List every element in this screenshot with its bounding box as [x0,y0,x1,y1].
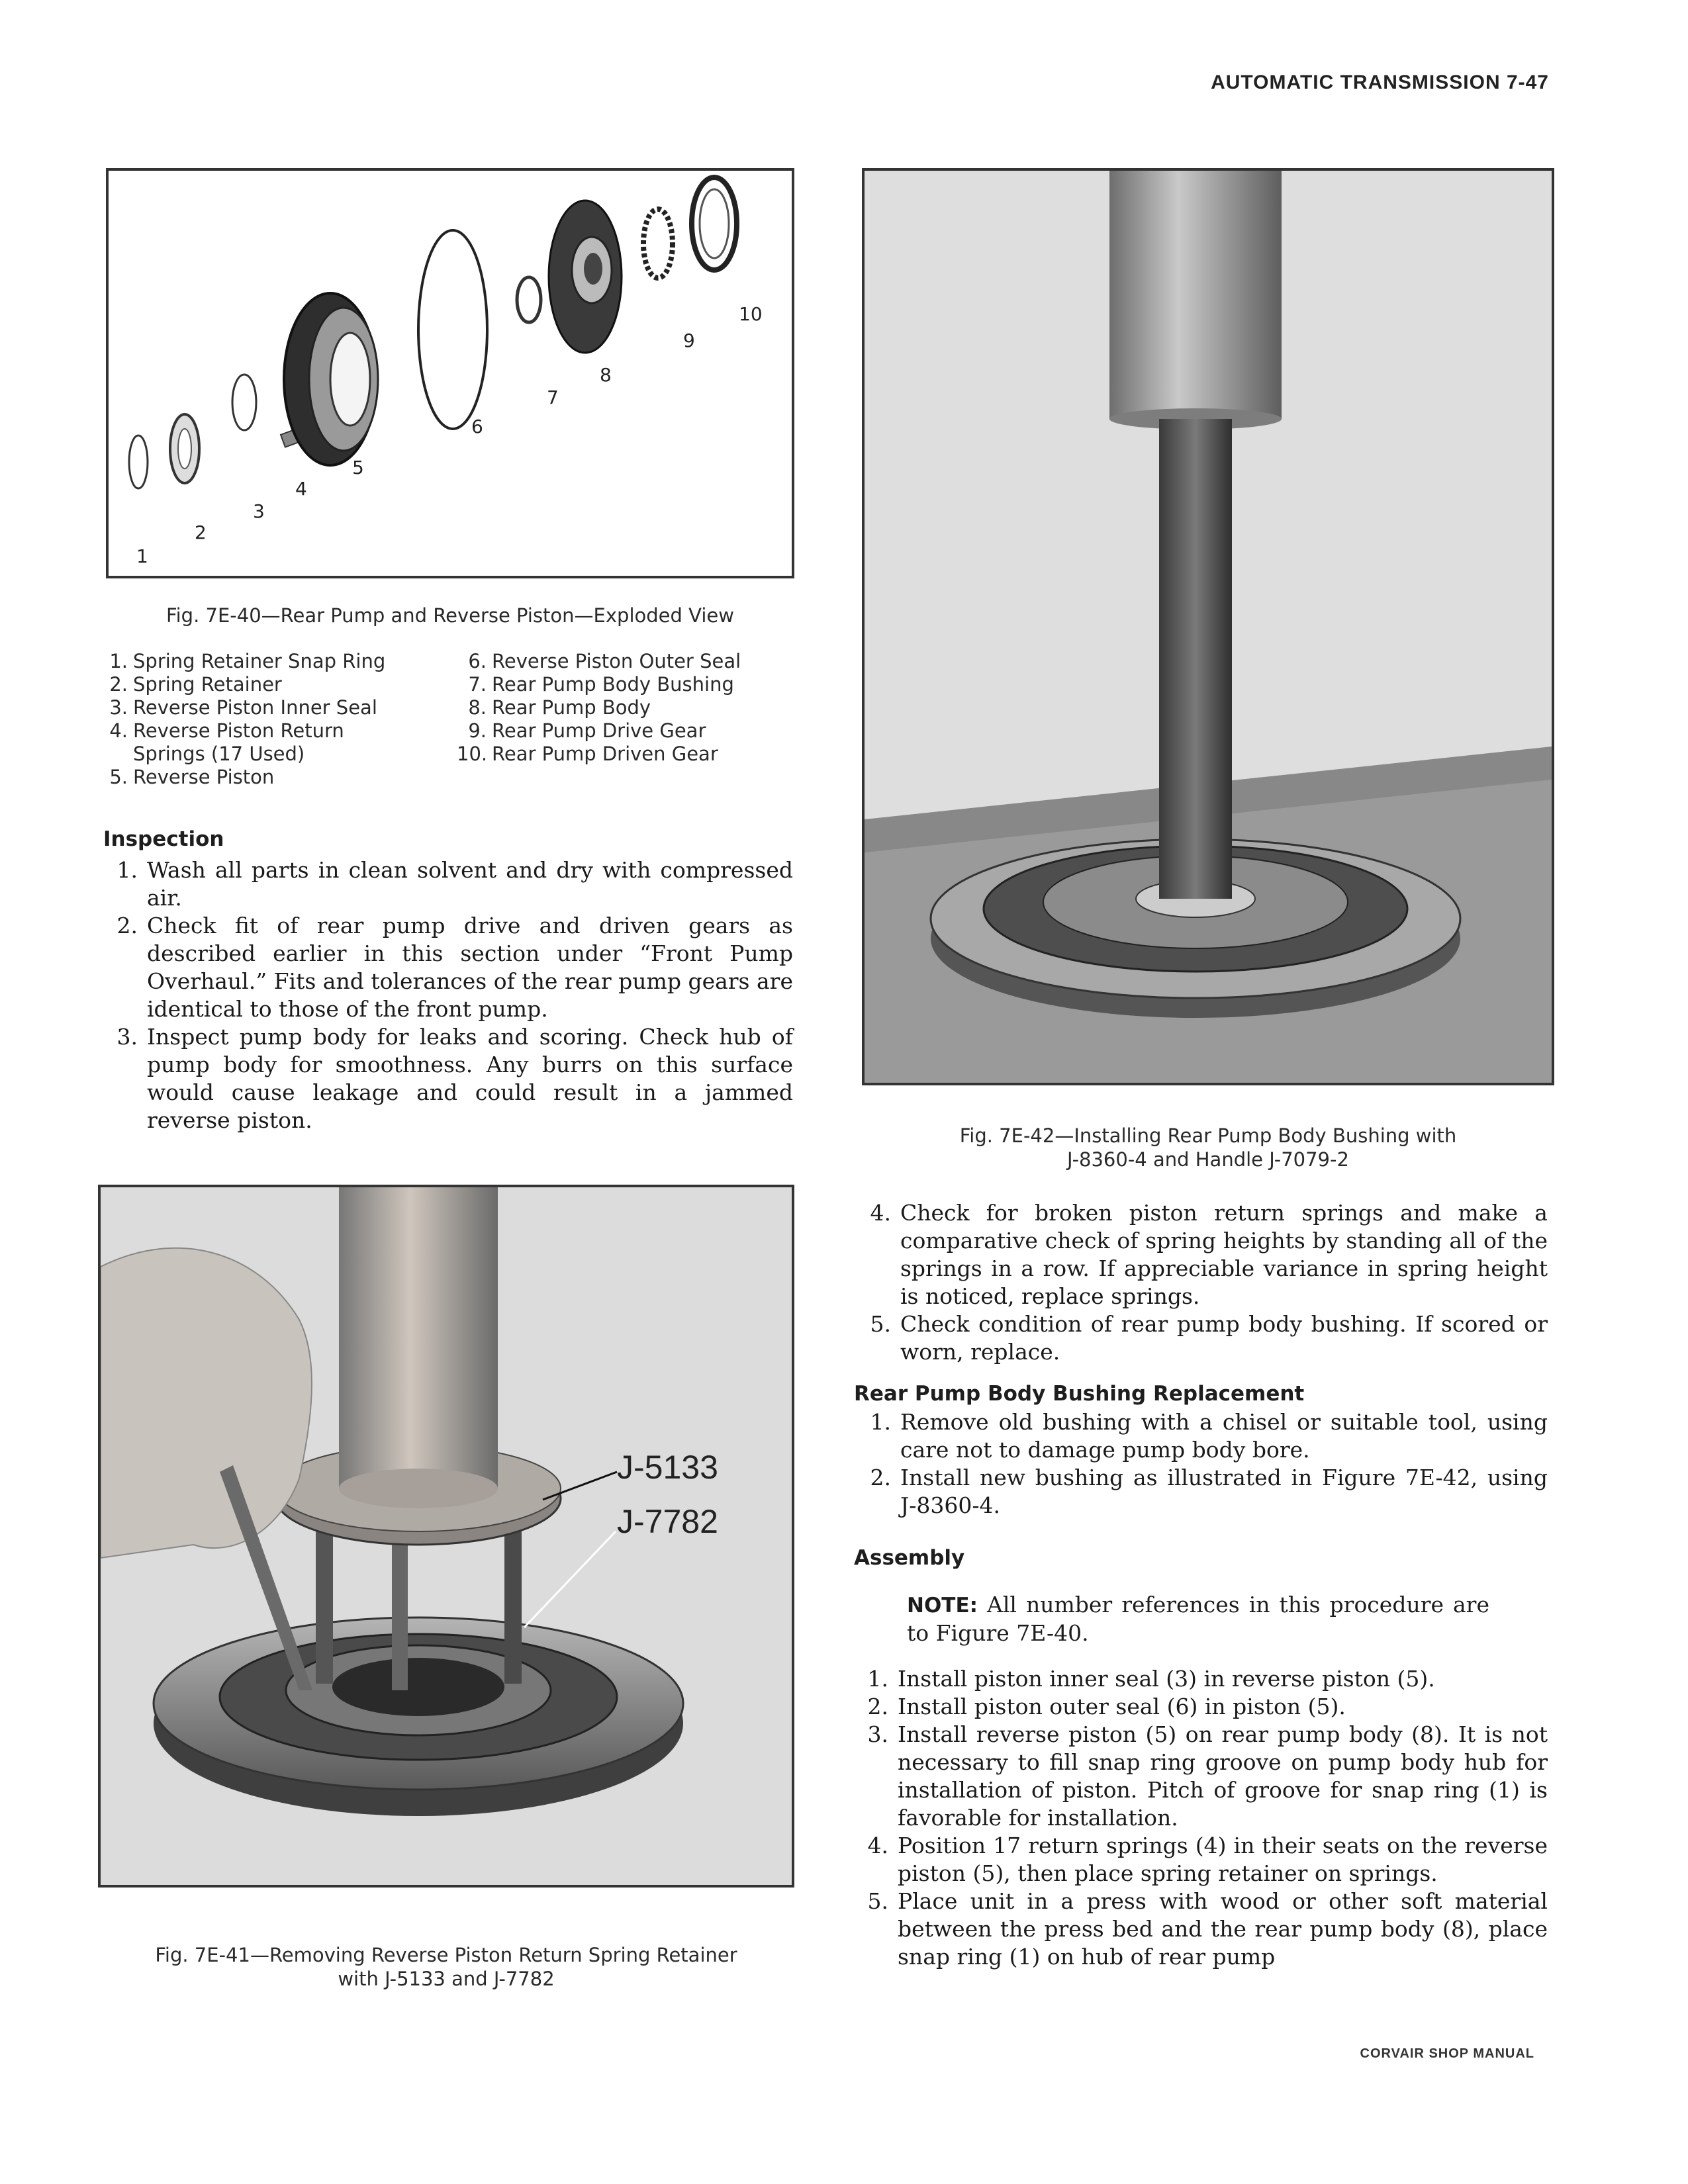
figure-7e-41-photo [98,1185,794,1888]
legend-item [98,650,455,673]
inspection-steps [103,856,793,1134]
step-item [854,1665,1548,1693]
legend-item [457,650,801,673]
step-item [854,1721,1548,1832]
assembly-note [907,1591,1489,1647]
step-text: Position 17 return springs (4) in their seats on the reverse piston (5), then place spring retainer on springs. [898,1833,1548,1886]
step-number: 4. [870,1200,891,1226]
legend-text: Reverse Piston Return [133,719,344,742]
legend-number: 4. [109,719,128,742]
callout-j-5133: J-5133 [617,1449,718,1486]
figure-7e-40-exploded-view [106,168,794,578]
step-number: 1. [867,1666,888,1692]
step-item [854,1832,1548,1888]
figure-7e-40-caption: Fig. 7E-40—Rear Pump and Reverse Piston—Exploded View [166,604,734,627]
caption-line-1: Fig. 7E-41—Removing Reverse Piston Return Spring Retainer [155,1944,737,1966]
exploded-parts-illustration [109,171,792,576]
legend-item [457,696,801,719]
legend-item [98,743,455,766]
legend-text: Rear Pump Drive Gear [492,719,706,742]
step-text: Inspect pump body for leaks and scoring. Check hub of pump body for smoothness. Any burrs on this surface would cause leakage and could result in a jammed reverse piston. [147,1024,793,1133]
step-text: Place unit in a press with wood or other soft material between the press bed and the rear pump body (8), place snap ring (1) on hub of rear pump [898,1888,1548,1970]
step-item [103,856,793,912]
part-number-label: 1 [136,545,148,567]
step-number: 5. [870,1311,891,1337]
step-number: 2. [870,1465,891,1490]
legend-text: Reverse Piston Outer Seal [492,650,741,672]
step-number: 1. [870,1409,891,1435]
legend-number [98,743,133,766]
step-number: 3. [117,1024,138,1050]
step-item [854,1888,1548,1971]
step-text: Install piston inner seal (3) in reverse piston (5). [898,1666,1435,1692]
step-item [857,1464,1548,1520]
step-number: 4. [867,1833,888,1858]
step-text: Check condition of rear pump body bushing. If scored or worn, replace. [900,1311,1548,1365]
legend-number: 10. [457,743,488,765]
legend-item [98,719,455,743]
legend-item [457,673,801,696]
legend-number: 9. [468,719,487,742]
step-number: 1. [117,857,138,883]
page-footer: CORVAIR SHOP MANUAL [1360,2046,1534,2061]
step-item [857,1408,1548,1464]
callout-j-7782: J-7782 [617,1503,718,1540]
assembly-steps [854,1665,1548,1971]
step-text: Check for broken piston return springs and make a comparative check of spring heights by standing all of the springs in a row. If appreciable variance in spring height is noticed, replace springs. [900,1200,1548,1309]
step-text: Install reverse piston (5) on rear pump body (8). It is not necessary to fill snap ring groove on pump body hub for installation of piston. Pitch of groove for snap ring (1) is favorable for installation. [898,1721,1548,1831]
assembly-heading: Assembly [854,1546,965,1570]
part-number-label: 7 [547,387,559,408]
legend-item [98,766,455,789]
part-number-label: 9 [683,330,695,351]
legend-item [457,743,801,766]
step-item [103,912,793,1023]
step-item [857,1310,1548,1366]
inspection-steps-continued [857,1199,1548,1366]
legend-text: Reverse Piston Inner Seal [133,696,377,719]
part-number-label: 5 [352,457,364,478]
figure-7e-42-photo [862,168,1554,1085]
legend-number: 2. [109,673,128,696]
legend-number: 1. [109,650,128,672]
step-text: Install piston outer seal (6) in piston (5). [898,1694,1346,1719]
step-text: Wash all parts in clean solvent and dry with compressed air. [147,857,793,911]
part-number-label: 8 [600,364,612,386]
figure-7e-41-caption [98,1943,794,1991]
legend-text: Reverse Piston [133,766,275,788]
note-text: All number references in this procedure are to Figure 7E-40. [907,1592,1489,1646]
legend-number: 5. [109,766,128,788]
bushing-install-photo-illustration [865,171,1552,1083]
bushing-replacement-steps [857,1408,1548,1520]
part-number-label: 3 [253,500,265,522]
legend-item [457,719,801,743]
step-text: Remove old bushing with a chisel or suitable tool, using care not to damage pump body bore. [900,1409,1548,1463]
page-header-title: AUTOMATIC TRANSMISSION 7-47 [1211,71,1549,93]
legend-number: 6. [468,650,487,672]
caption-line-2: with J-5133 and J-7782 [338,1968,555,1990]
legend-item [98,696,455,719]
step-item [857,1199,1548,1310]
legend-text: Rear Pump Driven Gear [492,743,718,765]
legend-text: Spring Retainer Snap Ring [133,650,386,672]
figure-7e-42-caption [862,1124,1554,1171]
legend-text: Rear Pump Body [492,696,651,719]
step-number: 3. [867,1721,888,1747]
step-text: Check fit of rear pump drive and driven gears as described earlier in this section under “Front Pump Overhaul.” Fits and tolerances of the rear pump gears are identical to those of the front pump. [147,913,793,1022]
legend-text: Rear Pump Body Bushing [492,673,734,696]
step-number: 2. [867,1694,888,1719]
part-number-label: 10 [739,303,763,325]
step-item [103,1023,793,1134]
legend-number: 3. [109,696,128,719]
note-label: NOTE: [907,1594,978,1617]
bushing-replacement-heading: Rear Pump Body Bushing Replacement [854,1382,1305,1406]
part-number-label: 2 [195,522,207,543]
part-number-label: 6 [471,416,483,437]
legend-text: Springs (17 Used) [133,743,305,765]
step-number: 2. [117,913,138,938]
part-number-label: 4 [295,478,307,500]
figure-7e-40-legend-left [98,650,455,789]
legend-text: Spring Retainer [133,673,282,696]
step-item [854,1693,1548,1721]
caption-line-2: J-8360-4 and Handle J-7079-2 [1067,1148,1349,1171]
caption-line-1: Fig. 7E-42—Installing Rear Pump Body Bushing with [959,1124,1457,1147]
legend-number: 8. [468,696,487,719]
legend-number: 7. [468,673,487,696]
figure-7e-40-legend-right [457,650,801,766]
step-number: 5. [867,1888,888,1914]
legend-item [98,673,455,696]
inspection-heading: Inspection [103,827,224,851]
step-text: Install new bushing as illustrated in Figure 7E-42, using J-8360-4. [900,1465,1548,1518]
